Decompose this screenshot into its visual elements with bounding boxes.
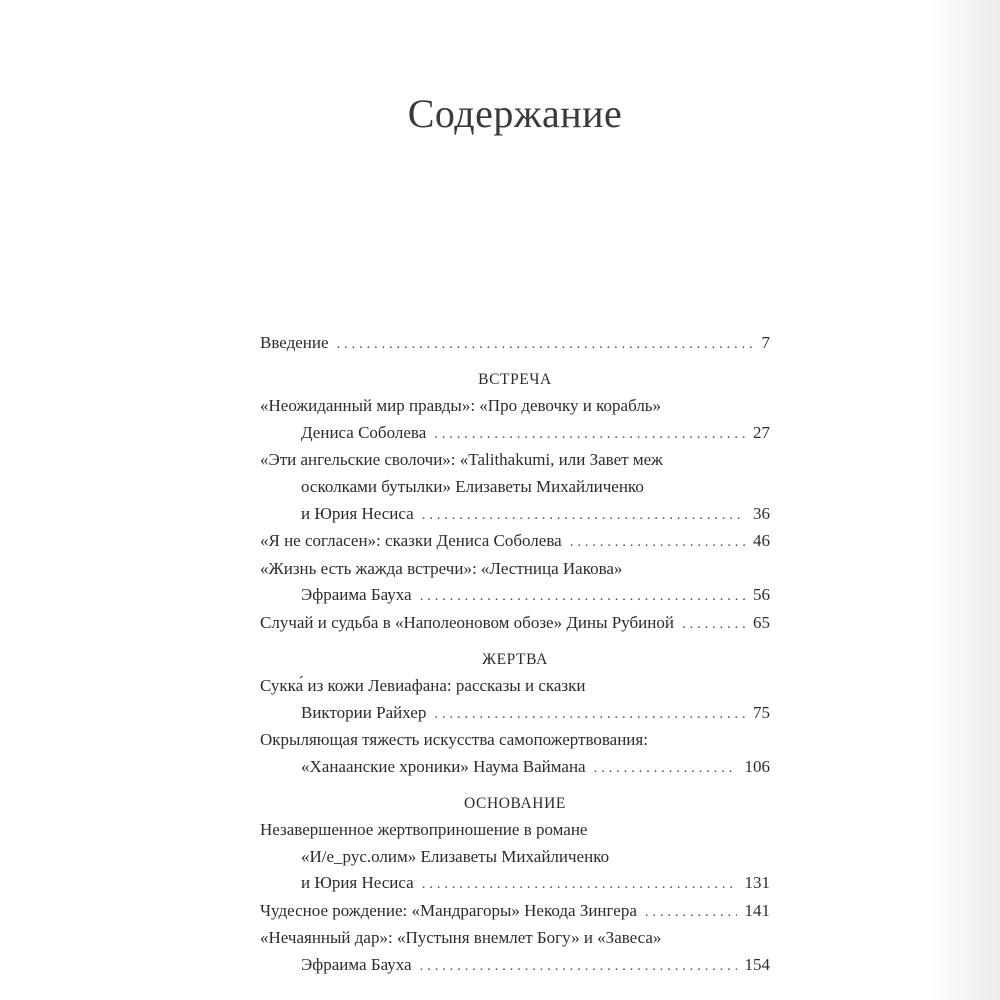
toc-entry-line bbox=[260, 898, 770, 926]
toc-entry-line bbox=[260, 556, 770, 583]
toc-entry-text: «Я не согласен»: сказки Дениса Соболева bbox=[260, 531, 562, 551]
toc-page-number: 141 bbox=[744, 900, 770, 920]
toc-entry-line bbox=[260, 420, 770, 448]
toc-entry-text: Дениса Соболева bbox=[301, 422, 427, 442]
toc-entry-line bbox=[260, 501, 770, 529]
toc-page-number: 65 bbox=[753, 612, 770, 632]
toc-entry-text: «Эти ангельские сволочи»: «Talithakumi, или Завет меж bbox=[260, 450, 663, 470]
toc-entry-text: Эфраима Бауха bbox=[301, 585, 412, 605]
toc-entry-text: «Жизнь есть жажда встречи»: «Лестница Иакова» bbox=[260, 558, 623, 578]
toc-entry bbox=[260, 393, 770, 447]
toc-entry-text: Эфраима Бауха bbox=[301, 955, 412, 975]
toc-entry-intro bbox=[260, 330, 770, 358]
toc-entry-text: «Ханаанские хроники» Наума Ваймана bbox=[301, 756, 586, 776]
toc-page-number: 36 bbox=[753, 503, 770, 523]
toc-page-number: 131 bbox=[744, 873, 770, 893]
toc-entry bbox=[260, 817, 770, 898]
leader-dots bbox=[434, 701, 745, 728]
toc-entry-text: Сукка́ из кожи Левиафана: рассказы и сказки bbox=[260, 676, 586, 696]
leader-dots bbox=[422, 871, 737, 898]
toc-entry-text: Виктории Райхер bbox=[301, 702, 427, 722]
leader-dots bbox=[420, 953, 737, 980]
toc-entry-line bbox=[260, 952, 770, 980]
toc-page-number: 7 bbox=[761, 333, 770, 352]
toc-entry-text: осколками бутылки» Елизаветы Михайличенко bbox=[301, 476, 644, 496]
toc-entry-text: Случай и судьба в «Наполеоновом обозе» Дины Рубиной bbox=[260, 612, 674, 632]
toc-entry-line bbox=[260, 870, 770, 898]
leader-dots bbox=[570, 529, 745, 556]
toc-entry-text: Незавершенное жертвоприношение в романе bbox=[260, 820, 588, 840]
toc-entry bbox=[260, 610, 770, 638]
table-of-contents bbox=[260, 330, 770, 980]
toc-entry bbox=[260, 447, 770, 528]
section-heading: ОСНОВАНИЕ bbox=[464, 794, 566, 812]
toc-page-number: 56 bbox=[753, 585, 770, 605]
toc-entry bbox=[260, 925, 770, 979]
toc-page-number: 27 bbox=[753, 422, 770, 442]
toc-page-number: 46 bbox=[753, 531, 770, 551]
toc-entry-line bbox=[260, 673, 770, 700]
toc-page-number: 154 bbox=[744, 955, 770, 975]
toc-entry bbox=[260, 898, 770, 926]
toc-entry-line bbox=[260, 700, 770, 728]
section-heading: ВСТРЕЧА bbox=[478, 370, 552, 388]
toc-entry-line bbox=[260, 754, 770, 782]
toc-entry-text: «Неожиданный мир правды»: «Про девочку и корабль» bbox=[260, 396, 662, 416]
toc-entry-text: и Юрия Несиса bbox=[301, 873, 414, 893]
toc-entry-text: Окрыляющая тяжесть искусства самопожертвования: bbox=[260, 730, 648, 750]
toc-entry bbox=[260, 727, 770, 781]
toc-entry-line bbox=[260, 582, 770, 610]
toc-entry-line bbox=[260, 474, 770, 501]
leader-dots bbox=[434, 421, 745, 448]
leader-dots bbox=[420, 583, 745, 610]
toc-page-number: 75 bbox=[753, 702, 770, 722]
toc-entry-text: «Нечаянный дар»: «Пустыня внемлет Богу» и «Завеса» bbox=[260, 928, 662, 948]
toc-entry-text: «И/е_рус.олим» Елизаветы Михайличенко bbox=[301, 846, 610, 866]
toc-entry-text: Чудесное рождение: «Мандрагоры» Некода Зингера bbox=[260, 900, 637, 920]
toc-entry-line bbox=[260, 447, 770, 474]
toc-entry bbox=[260, 673, 770, 727]
toc-entry-text: Введение bbox=[260, 333, 329, 352]
toc-entry-line bbox=[260, 925, 770, 952]
toc-entry-line bbox=[260, 817, 770, 844]
section-heading: ЖЕРТВА bbox=[482, 650, 548, 668]
toc-entry-line bbox=[260, 393, 770, 420]
leader-dots bbox=[645, 899, 737, 926]
toc-entry-text: и Юрия Несиса bbox=[301, 503, 414, 523]
toc-entry-line bbox=[260, 844, 770, 871]
toc-entry bbox=[260, 556, 770, 610]
leader-dots bbox=[422, 502, 745, 529]
toc-entry-line bbox=[260, 528, 770, 556]
toc-sections bbox=[260, 367, 770, 980]
toc-entry bbox=[260, 528, 770, 556]
leader-dots bbox=[682, 611, 745, 638]
leader-dots bbox=[337, 331, 754, 358]
page-title: Содержание bbox=[407, 91, 623, 136]
leader-dots bbox=[594, 755, 737, 782]
toc-entry-line bbox=[260, 610, 770, 638]
toc-page-number: 106 bbox=[744, 756, 770, 776]
toc-entry-line bbox=[260, 727, 770, 754]
